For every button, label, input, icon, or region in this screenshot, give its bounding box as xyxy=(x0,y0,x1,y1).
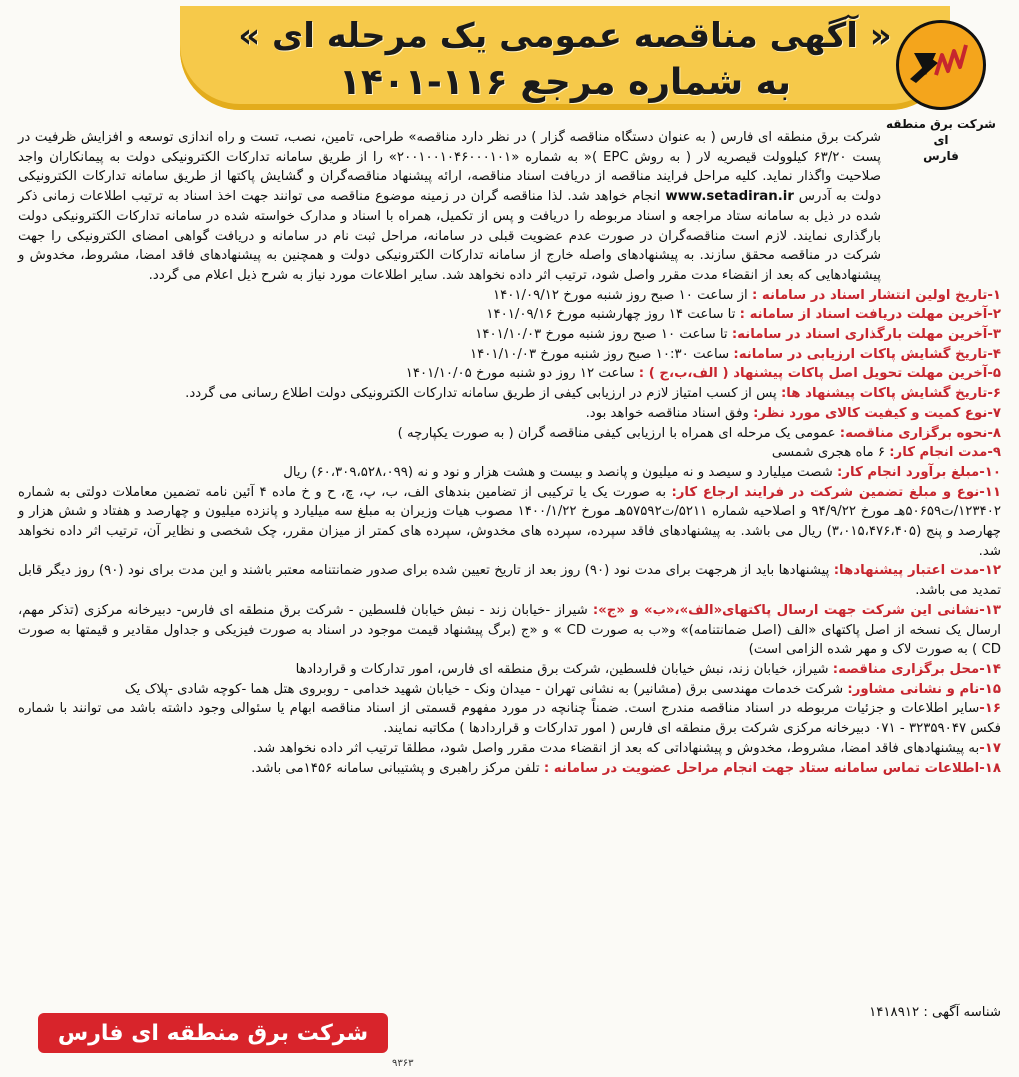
item-text: عمومی یک مرحله ای همراه با ارزیابی کیفی مناقصه گران ( به صورت یکپارچه ) xyxy=(397,425,836,441)
item-text: شصت میلیارد و سیصد و نه میلیون و پانصد و بیست و هشت هزار و نود و نه (۶۰،۳۰۹،۵۲۸،۰۹۹) ریال xyxy=(283,464,833,480)
intro-text-1: شرکت برق منطقه ای فارس ( به عنوان دستگاه مناقصه گزار ) در نظر دارد مناقصه» طراحی، تامین، نصب، تست و راه اندازی توسعه و افزایش ظرفیت در پست ۶۳/۲۰ کیلوولت قیصریه لار ( به روش EPC )« به شماره «۲۰۰۱۰۰۱۰۴۶۰۰۰۱۰۱» را از طریق سامانه تدارکات الکترونیکی دولت به پیمانکاران واجد صلاحیت واگذار نماید. کلیه مراحل فرایند مناقصه از دریافت اسناد مناقصه، ارائه پیشنهاد مناقصه‌گران و گشایش پاکتها از طریق سامانه تدارکات الکترونیکی دولت به آدرس xyxy=(18,130,881,205)
print-code: ۹۳۶۳ xyxy=(392,1058,414,1069)
ad-id: شناسه آگهی : ۱۴۱۸۹۱۲ xyxy=(869,1005,1001,1020)
item-label: نشانی این شرکت جهت ارسال پاکتهای«الف»،«ب» و «ج»: xyxy=(592,602,980,618)
item-number: ۱۷- xyxy=(979,740,1001,756)
item-text: به پیشنهادهای فاقد امضا، مشروط، مخدوش و پیشنهاداتی که بعد از انقضاء مدت مقرر واصل شود، مطلقا ترتیب اثر داده نخواهد شد. xyxy=(252,740,980,756)
item-text: سایر اطلاعات و جزئیات مربوطه در اسناد مناقصه مندرج است. ضمناً چنانچه در مورد مفهوم قسمتی از اسناد مناقصه ابهام یا سئوالی وجود داشته باشد می توانند با شماره فکس ۳۲۳۵۹۰۴۷ - ۰۷۱ دبیرخانه مرکزی شرکت برق منطقه ای فارس ( امور تدارکات و قراردادها ) مکاتبه نمایند. xyxy=(18,701,1001,737)
item-text: به صورت یک یا ترکیبی از تضامین بندهای الف، ب، پ، چ، ح و خ ماده ۴ آئین نامه تضمین معاملات دولتی به شماره ۱۲۳۴۰۲/ت۵۰۶۵۹هـ مورخ ۹۴/۹/۲۲ و اصلاحیه شماره ۵۲۱۱/ت۵۷۵۹۲هـ مورخ ۱۴۰۰/۱/۲۲ مصوب هیات وزیران به مبلغ سه میلیارد و پانزده میلیون و چهارصد و هفتاد و شش هزار و چهارصد و پنج (۳،۰۱۵،۴۷۶،۴۰۵) ریال می باشد. به پیشنهادهای فاقد سپرده، سپرده های مخدوش، سپرده های کمتر از میزان مقرر، چک شخصی و نظایر آن، ترتیب اثر داده نخواهد شد. xyxy=(18,484,1001,559)
tender-item xyxy=(18,739,1001,759)
item-number: ۵- xyxy=(987,366,1001,382)
item-text: تا ساعت ۱۰ صبح روز شنبه مورخ ۱۴۰۱/۱۰/۰۳ xyxy=(475,327,728,343)
item-text: وفق اسناد مناقصه خواهد بود. xyxy=(585,405,749,421)
item-number: ۸- xyxy=(987,425,1001,441)
item-label: تاریخ گشایش پاکات ارزیابی در سامانه: xyxy=(733,346,988,362)
tender-item xyxy=(18,443,1001,463)
tender-item xyxy=(18,384,1001,404)
item-text: شیراز، خیابان زند، نبش خیابان فلسطین، شرکت برق منطقه ای فارس، امور تدارکات و قراردادها xyxy=(295,661,829,677)
item-number: ۴- xyxy=(987,346,1001,362)
tender-item xyxy=(18,345,1001,365)
setadiran-link[interactable]: www.setadiran.ir xyxy=(665,189,794,205)
power-company-logo-icon xyxy=(896,20,986,110)
item-label: محل برگزاری مناقصه: xyxy=(832,661,980,677)
item-number: ۱۶- xyxy=(979,701,1001,717)
tender-item xyxy=(18,305,1001,325)
item-label: آخرین مهلت بارگذاری اسناد در سامانه: xyxy=(731,327,988,343)
item-text: شیراز -خیابان زند - نبش خیابان فلسطین - شرکت برق منطقه ای فارس- دبیرخانه مرکزی (تذکر مهم، ارسال یک نسخه از اصل پاکتهای «الف (اصل ضمانتنامه)» و«ب به صورت CD » و «ج (برگ پیشنهاد قیمت موجود در اسناد به صورت فیزیکی و جداول مقادیر و قیمتها به صورت CD ) به صورت لاک و مهر شده الزامی است) xyxy=(18,602,1001,658)
item-number: ۳- xyxy=(987,327,1001,343)
item-label: آخرین مهلت تحویل اصل پاکات پیشنهاد ( الف،ب،ج ) : xyxy=(638,366,988,382)
item-label: مبلغ برآورد انجام کار: xyxy=(837,464,980,480)
title-banner xyxy=(180,6,950,110)
intro-text-2: انجام خواهد شد. لذا مناقصه گران در زمینه موضوع مناقصه می توانند جهت اخذ اسناد به ترتیب اطلاعات زمانی ذکر شده در ذیل به سامانه ستاد مراجعه و اسناد مربوطه را دریافت و پس از تکمیل، همراه با اسناد و مدارک خواسته شده در سامانه تدارکات الکترونیکی دولت بارگذاری نمایند. لازم است مناقصه‌گران در صورت عدم عضویت قبلی در سامانه، مراحل ثبت نام در سامانه و دریافت گواهی امضای الکترونیکی را جهت شرکت در مناقصه محقق سازند. به پیشنهادهای واصله خارج از سامانه تدارکات الکترونیکی دولت و همچنین به پیشنهادهای فاقد امضا، مشروط، مخدوش و پیشنهادهایی که بعد از انقضاء مدت مقرر واصل شود، ترتیب اثر داده نخواهد شد. سایر اطلاعات مورد نیاز به شرح ذیل اعلام می گردد. xyxy=(18,189,881,283)
company-footer-banner xyxy=(38,1013,388,1053)
tender-item xyxy=(18,699,1001,738)
item-label: تاریخ اولین انتشار اسناد در سامانه : xyxy=(751,287,988,303)
item-text: ساعت ۱۰:۳۰ صبح روز شنبه مورخ ۱۴۰۱/۱۰/۰۳ xyxy=(470,346,730,362)
tender-item xyxy=(18,286,1001,306)
tender-body xyxy=(18,128,1001,778)
tender-items-list xyxy=(18,286,1001,779)
item-label: نام و نشانی مشاور: xyxy=(847,681,980,697)
tender-item xyxy=(18,483,1001,562)
item-number: ۱۸- xyxy=(979,760,1001,776)
tender-item xyxy=(18,660,1001,680)
title-line-1: « آگهی مناقصه عمومی یک مرحله ای » xyxy=(238,16,892,56)
tender-item xyxy=(18,424,1001,444)
item-number: ۷- xyxy=(987,405,1001,421)
logo-org-line-2: فارس xyxy=(923,149,959,163)
item-number: ۱۴- xyxy=(979,661,1001,677)
item-label: مدت اعتبار پیشنهادها: xyxy=(833,563,980,579)
item-text: ساعت ۱۲ روز دو شنبه مورخ ۱۴۰۱/۱۰/۰۵ xyxy=(405,366,635,382)
tender-item xyxy=(18,601,1001,660)
item-text: شرکت خدمات مهندسی برق (مشانیر) به نشانی تهران - میدان ونک - خیابان شهید خدامی - روبروی هتل هما -کوچه شادی -پلاک یک xyxy=(124,681,844,697)
item-number: ۱۲- xyxy=(979,563,1001,579)
intro-paragraph xyxy=(18,128,881,286)
item-number: ۱۱- xyxy=(979,484,1001,500)
tender-item xyxy=(18,680,1001,700)
tender-item xyxy=(18,404,1001,424)
logo-org-line-1: شرکت برق منطقه ای xyxy=(886,117,996,147)
item-text: ۶ ماه هجری شمسی xyxy=(771,445,885,461)
item-number: ۱۰- xyxy=(979,464,1001,480)
tender-item xyxy=(18,325,1001,345)
title-line-2: به شماره مرجع ۱۱۶-۱۴۰۱ xyxy=(339,62,791,103)
item-text: تا ساعت ۱۴ روز چهارشنبه مورخ ۱۴۰۱/۰۹/۱۶ xyxy=(486,307,736,323)
item-number: ۶- xyxy=(987,386,1001,402)
item-text: تلفن مرکز راهبری و پشتیبانی سامانه ۱۴۵۶می باشد. xyxy=(251,760,540,776)
item-label: اطلاعات تماس سامانه ستاد جهت انجام مراحل عضویت در سامانه : xyxy=(543,760,980,776)
tender-item xyxy=(18,759,1001,779)
tender-item xyxy=(18,561,1001,600)
item-text: پیشنهادها باید از هرجهت برای مدت نود (۹۰) روز بعد از تاریخ تعیین شده برای صدور ضمانتنامه معتبر باشند و این مدت برای نود (۹۰) روز دیگر قابل تمدید می باشد. xyxy=(18,563,1001,599)
item-text: پس از کسب امتیاز لازم در ارزیابی کیفی از طریق سامانه تدارکات الکترونیکی دولت اطلاع رسانی می گردد. xyxy=(185,386,777,402)
item-label: نوع و مبلغ تضمین شرکت در فرایند ارجاع کار: xyxy=(671,484,980,500)
tender-item xyxy=(18,364,1001,384)
item-number: ۱۵- xyxy=(979,681,1001,697)
item-label: آخرین مهلت دریافت اسناد از سامانه : xyxy=(739,307,988,323)
item-number: ۲- xyxy=(987,307,1001,323)
item-label: نحوه برگزاری مناقصه: xyxy=(839,425,988,441)
footer-company-name: شرکت برق منطقه ای فارس xyxy=(57,1020,369,1046)
item-number: ۱- xyxy=(987,287,1001,303)
item-text: از ساعت ۱۰ صبح روز شنبه مورخ ۱۴۰۱/۰۹/۱۲ xyxy=(492,287,748,303)
tender-item xyxy=(18,463,1001,483)
item-label: تاریخ گشایش پاکات پیشنهاد ها: xyxy=(780,386,988,402)
item-number: ۹- xyxy=(987,445,1001,461)
item-label: نوع کمیت و کیفیت کالای مورد نظر: xyxy=(753,405,988,421)
item-number: ۱۳- xyxy=(979,602,1001,618)
item-label: مدت انجام کار: xyxy=(889,445,988,461)
